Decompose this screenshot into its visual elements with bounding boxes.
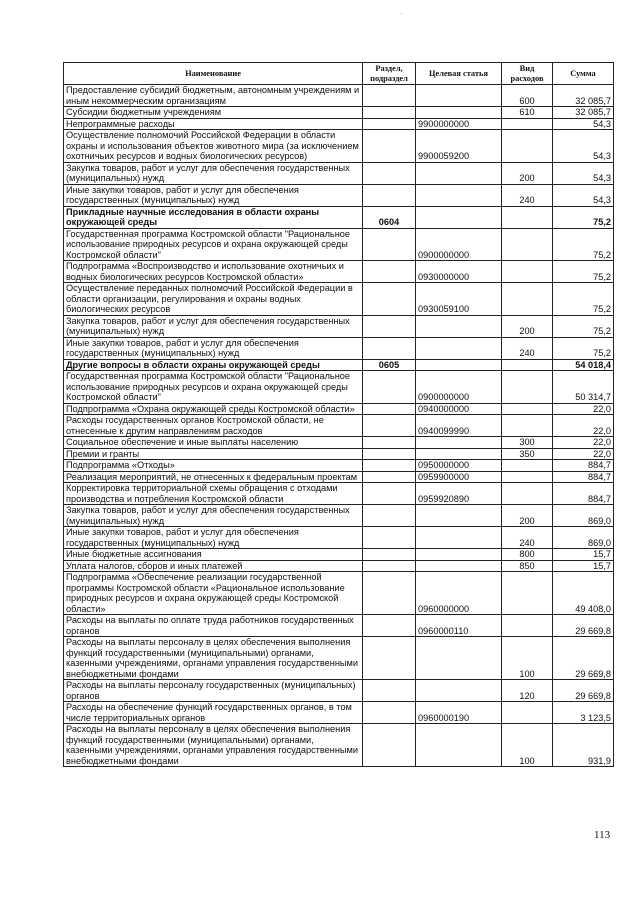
row-section xyxy=(363,724,416,767)
row-section xyxy=(363,572,416,615)
row-kind xyxy=(502,261,553,283)
row-kind: 350 xyxy=(502,448,553,460)
page-number: 113 xyxy=(594,829,611,841)
table-row xyxy=(64,637,614,680)
row-sum: 29 669,8 xyxy=(553,680,614,702)
row-target xyxy=(416,549,502,561)
table-row xyxy=(64,471,614,483)
table-row xyxy=(64,549,614,561)
row-name: Корректировка территориальной схемы обращения с отходами производства и потребления Костромской области xyxy=(64,483,363,505)
table-row xyxy=(64,283,614,316)
table-row xyxy=(64,702,614,724)
row-name: Подпрограмма «Обеспечение реализации государственной программы Костромской области «Рациональное использование природных ресурсов и охрана окружающей среды Костромской области» xyxy=(64,572,363,615)
row-sum: 54,3 xyxy=(553,118,614,130)
row-name: Государственная программа Костромской области "Рациональное использование природных ресурсов и охрана окружающей среды Костромской области" xyxy=(64,228,363,261)
table-row xyxy=(64,315,614,337)
row-kind: 120 xyxy=(502,680,553,702)
table-header-row xyxy=(64,63,614,85)
row-name: Расходы на выплаты по оплате труда работников государственных органов xyxy=(64,615,363,637)
row-name: Иные закупки товаров, работ и услуг для обеспечения государственных (муниципальных) нужд xyxy=(64,527,363,549)
row-section xyxy=(363,437,416,449)
table-row xyxy=(64,505,614,527)
row-target: 0900000000 xyxy=(416,371,502,404)
row-target: 9900000000 xyxy=(416,118,502,130)
table-row xyxy=(64,403,614,415)
table-row xyxy=(64,572,614,615)
row-sum: 32 085,7 xyxy=(553,107,614,119)
row-target xyxy=(416,359,502,371)
budget-table xyxy=(63,62,614,767)
row-target xyxy=(416,437,502,449)
row-sum: 75,2 xyxy=(553,206,614,228)
row-target xyxy=(416,107,502,119)
row-section xyxy=(363,471,416,483)
row-target: 0900000000 xyxy=(416,228,502,261)
row-target: 0940000000 xyxy=(416,403,502,415)
table-row xyxy=(64,130,614,163)
row-sum: 869,0 xyxy=(553,527,614,549)
row-target: 0940099990 xyxy=(416,415,502,437)
row-sum: 75,2 xyxy=(553,283,614,316)
row-sum: 22,0 xyxy=(553,448,614,460)
row-target xyxy=(416,724,502,767)
row-section xyxy=(363,184,416,206)
row-sum: 931,9 xyxy=(553,724,614,767)
row-kind: 100 xyxy=(502,724,553,767)
row-kind xyxy=(502,118,553,130)
table-row xyxy=(64,359,614,371)
row-sum: 75,2 xyxy=(553,261,614,283)
row-name: Социальное обеспечение и иные выплаты населению xyxy=(64,437,363,449)
table-row xyxy=(64,337,614,359)
row-kind: 850 xyxy=(502,560,553,572)
row-sum: 54,3 xyxy=(553,162,614,184)
table-row xyxy=(64,206,614,228)
row-kind xyxy=(502,228,553,261)
row-kind xyxy=(502,615,553,637)
row-section xyxy=(363,549,416,561)
row-section xyxy=(363,483,416,505)
row-sum: 3 123,5 xyxy=(553,702,614,724)
row-kind: 610 xyxy=(502,107,553,119)
row-target: 0960000190 xyxy=(416,702,502,724)
row-target xyxy=(416,162,502,184)
row-name: Реализация мероприятий, не отнесенных к федеральным проектам xyxy=(64,471,363,483)
row-section xyxy=(363,527,416,549)
row-sum: 22,0 xyxy=(553,403,614,415)
row-section xyxy=(363,448,416,460)
row-sum: 54,3 xyxy=(553,130,614,163)
row-sum: 32 085,7 xyxy=(553,85,614,107)
row-sum: 22,0 xyxy=(553,415,614,437)
table-row xyxy=(64,448,614,460)
row-sum: 29 669,8 xyxy=(553,637,614,680)
row-target: 0950000000 xyxy=(416,460,502,472)
row-section xyxy=(363,403,416,415)
table-row xyxy=(64,162,614,184)
table-body xyxy=(64,85,614,767)
row-section xyxy=(363,615,416,637)
row-name: Иные бюджетные ассигнования xyxy=(64,549,363,561)
row-section xyxy=(363,228,416,261)
table-row xyxy=(64,228,614,261)
row-name: Подпрограмма «Воспроизводство и использование охотничьих и водных биологических ресурсов Костромской области» xyxy=(64,261,363,283)
row-sum: 884,7 xyxy=(553,471,614,483)
row-name: Осуществление переданных полномочий Российской Федерации в области организации, регулирования и охраны водных биологических ресурсов xyxy=(64,283,363,316)
row-section xyxy=(363,107,416,119)
row-sum: 22,0 xyxy=(553,437,614,449)
row-section xyxy=(363,130,416,163)
row-target xyxy=(416,448,502,460)
row-name: Иные закупки товаров, работ и услуг для обеспечения государственных (муниципальных) нужд xyxy=(64,337,363,359)
row-name: Прикладные научные исследования в области охраны окружающей среды xyxy=(64,206,363,228)
row-kind: 100 xyxy=(502,637,553,680)
row-kind xyxy=(502,572,553,615)
row-target xyxy=(416,505,502,527)
row-kind xyxy=(502,471,553,483)
table-row xyxy=(64,107,614,119)
table-row xyxy=(64,85,614,107)
row-target xyxy=(416,527,502,549)
row-name: Государственная программа Костромской области "Рациональное использование природных ресурсов и охрана окружающей среды Костромской области" xyxy=(64,371,363,404)
row-kind: 200 xyxy=(502,315,553,337)
table-row xyxy=(64,483,614,505)
row-sum: 50 314,7 xyxy=(553,371,614,404)
header-target: Целевая статья xyxy=(416,63,502,85)
row-section: 0605 xyxy=(363,359,416,371)
header-sum: Сумма xyxy=(553,63,614,85)
row-section xyxy=(363,283,416,316)
row-kind xyxy=(502,460,553,472)
header-name: Наименование xyxy=(64,63,363,85)
row-name: Другие вопросы в области охраны окружающей среды xyxy=(64,359,363,371)
row-name: Предоставление субсидий бюджетным, автономным учреждениям и иным некоммерческим организациям xyxy=(64,85,363,107)
table-row xyxy=(64,261,614,283)
row-sum: 75,2 xyxy=(553,337,614,359)
row-name: Субсидии бюджетным учреждениям xyxy=(64,107,363,119)
row-kind xyxy=(502,130,553,163)
row-name: Уплата налогов, сборов и иных платежей xyxy=(64,560,363,572)
row-sum: 75,2 xyxy=(553,228,614,261)
table-row xyxy=(64,415,614,437)
row-sum: 869,0 xyxy=(553,505,614,527)
header-section: Раздел, подраздел xyxy=(363,63,416,85)
row-name: Осуществление полномочий Российской Федерации в области охраны и использования объектов животного мира (за исключением охотничьих ресурсов и водных биологических ресурсов) xyxy=(64,130,363,163)
row-section xyxy=(363,415,416,437)
row-kind: 240 xyxy=(502,337,553,359)
row-sum: 54 018,4 xyxy=(553,359,614,371)
row-section xyxy=(363,118,416,130)
row-section xyxy=(363,460,416,472)
row-target: 0930059100 xyxy=(416,283,502,316)
row-target xyxy=(416,184,502,206)
row-name: Подпрограмма «Отходы» xyxy=(64,460,363,472)
row-name: Расходы на обеспечение функций государственных органов, в том числе территориальных органов xyxy=(64,702,363,724)
row-kind: 600 xyxy=(502,85,553,107)
row-name: Закупка товаров, работ и услуг для обеспечения государственных (муниципальных) нужд xyxy=(64,315,363,337)
row-kind: 240 xyxy=(502,184,553,206)
table-row xyxy=(64,437,614,449)
row-target xyxy=(416,637,502,680)
row-section xyxy=(363,680,416,702)
row-section xyxy=(363,637,416,680)
row-kind: 240 xyxy=(502,527,553,549)
row-sum: 29 669,8 xyxy=(553,615,614,637)
row-sum: 884,7 xyxy=(553,460,614,472)
row-sum: 15,7 xyxy=(553,560,614,572)
row-section xyxy=(363,337,416,359)
table-row xyxy=(64,680,614,702)
row-target: 0959920890 xyxy=(416,483,502,505)
row-name: Непрограммные расходы xyxy=(64,118,363,130)
row-section xyxy=(363,702,416,724)
row-name: Расходы государственных органов Костромской области, не отнесенные к другим направлениям расходов xyxy=(64,415,363,437)
table-row xyxy=(64,615,614,637)
row-target: 0960000000 xyxy=(416,572,502,615)
row-sum: 54,3 xyxy=(553,184,614,206)
row-target xyxy=(416,85,502,107)
row-section xyxy=(363,85,416,107)
row-target: 0959900000 xyxy=(416,471,502,483)
row-target xyxy=(416,315,502,337)
row-kind xyxy=(502,415,553,437)
row-sum: 75,2 xyxy=(553,315,614,337)
table-row xyxy=(64,118,614,130)
row-section xyxy=(363,315,416,337)
table-row xyxy=(64,184,614,206)
row-kind: 200 xyxy=(502,162,553,184)
row-sum: 884,7 xyxy=(553,483,614,505)
row-sum: 49 408,0 xyxy=(553,572,614,615)
row-kind: 300 xyxy=(502,437,553,449)
row-kind xyxy=(502,283,553,316)
header-kind: Вид расходов xyxy=(502,63,553,85)
row-target: 0930000000 xyxy=(416,261,502,283)
row-kind xyxy=(502,371,553,404)
row-sum: 15,7 xyxy=(553,549,614,561)
row-kind: 800 xyxy=(502,549,553,561)
row-section xyxy=(363,371,416,404)
row-name: Расходы на выплаты персоналу в целях обеспечения выполнения функций государственными (муниципальными) органами, казенными учреждениями, органами управления государственными внебюджетными фондами xyxy=(64,637,363,680)
row-section xyxy=(363,505,416,527)
row-target: 9900059200 xyxy=(416,130,502,163)
row-target: 0960000110 xyxy=(416,615,502,637)
row-target xyxy=(416,337,502,359)
row-section xyxy=(363,162,416,184)
row-target xyxy=(416,206,502,228)
row-kind xyxy=(502,359,553,371)
row-kind: 200 xyxy=(502,505,553,527)
row-name: Расходы на выплаты персоналу государственных (муниципальных) органов xyxy=(64,680,363,702)
table-row xyxy=(64,724,614,767)
row-name: Премии и гранты xyxy=(64,448,363,460)
table-row xyxy=(64,460,614,472)
row-section: 0604 xyxy=(363,206,416,228)
scan-mark: · xyxy=(400,9,403,18)
row-section xyxy=(363,560,416,572)
row-section xyxy=(363,261,416,283)
row-target xyxy=(416,560,502,572)
row-name: Закупка товаров, работ и услуг для обеспечения государственных (муниципальных) нужд xyxy=(64,505,363,527)
row-target xyxy=(416,680,502,702)
row-name: Закупка товаров, работ и услуг для обеспечения государственных (муниципальных) нужд xyxy=(64,162,363,184)
row-name: Иные закупки товаров, работ и услуг для обеспечения государственных (муниципальных) нужд xyxy=(64,184,363,206)
row-kind xyxy=(502,483,553,505)
row-kind xyxy=(502,206,553,228)
table-row xyxy=(64,560,614,572)
table-row xyxy=(64,527,614,549)
table-row xyxy=(64,371,614,404)
row-kind xyxy=(502,403,553,415)
row-name: Расходы на выплаты персоналу в целях обеспечения выполнения функций государственными (муниципальными) органами, казенными учреждениями, органами управления государственными внебюджетными фондами xyxy=(64,724,363,767)
row-name: Подпрограмма «Охрана окружающей среды Костромской области» xyxy=(64,403,363,415)
row-kind xyxy=(502,702,553,724)
